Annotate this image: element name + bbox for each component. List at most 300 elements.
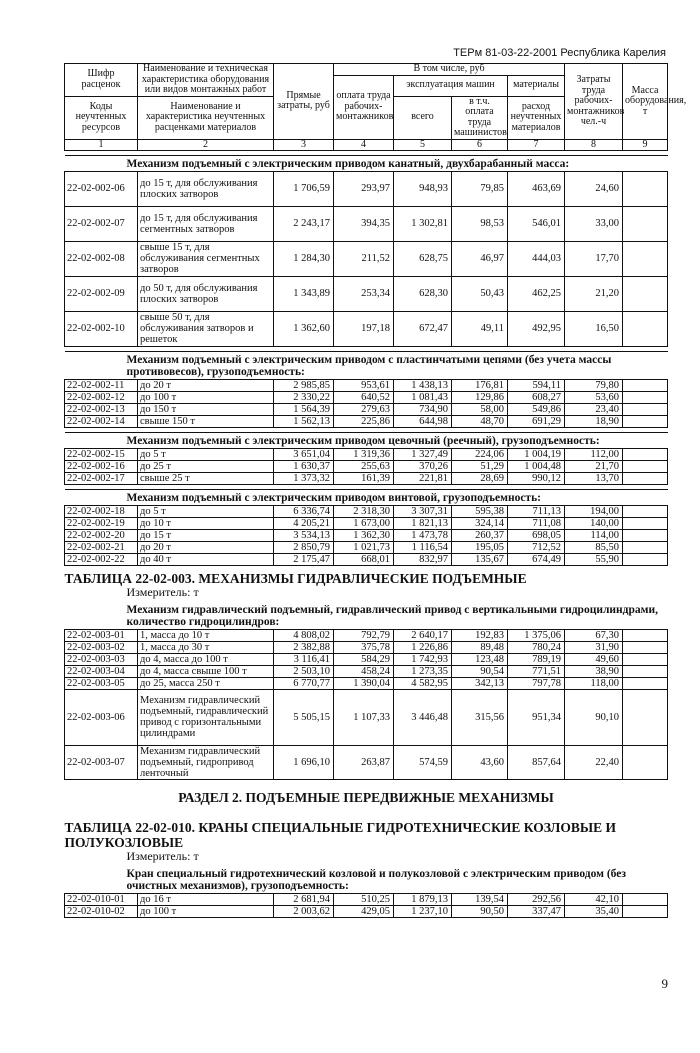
table-body	[65, 150, 668, 917]
rate-name: до 20 т	[138, 379, 274, 391]
rate-code: 22-02-010-01	[65, 893, 138, 905]
value-cell: 43,60	[452, 745, 508, 779]
measure-unit-text: Измеритель: т	[126, 584, 199, 599]
value-cell: 13,70	[565, 472, 623, 484]
value-cell: 139,54	[452, 893, 508, 905]
section-title	[65, 432, 668, 448]
value-cell: 255,63	[334, 460, 394, 472]
value-cell: 2 175,47	[274, 553, 334, 565]
value-cell: 42,10	[565, 893, 623, 905]
value-cell: 1 081,43	[394, 391, 452, 403]
header-zatraty: Затраты труда рабочих-монтажников чел.-ч	[565, 64, 623, 140]
value-cell: 1 375,06	[508, 629, 565, 641]
value-cell: 2 243,17	[274, 206, 334, 241]
value-cell: 225,86	[334, 415, 394, 427]
value-cell: 734,90	[394, 403, 452, 415]
value-cell: 112,00	[565, 448, 623, 460]
table-row	[65, 241, 668, 276]
value-cell: 55,90	[565, 553, 623, 565]
value-cell: 35,40	[565, 905, 623, 917]
header-naim-bottom: Наименование и характеристика неучтенных расценками материалов	[138, 96, 274, 139]
table-row	[65, 505, 668, 517]
table-row	[65, 206, 668, 241]
value-cell	[623, 415, 668, 427]
rate-code: 22-02-002-12	[65, 391, 138, 403]
table-row	[65, 665, 668, 677]
rate-code: 22-02-003-03	[65, 653, 138, 665]
value-cell: 28,69	[452, 472, 508, 484]
value-cell	[623, 460, 668, 472]
table-row	[65, 689, 668, 745]
value-cell: 549,86	[508, 403, 565, 415]
table-title	[65, 565, 668, 586]
rate-name: свыше 15 т, для обслуживания сегментных затворов	[138, 241, 274, 276]
section-title-text: Механизм подъемный с электрическим приводом с пластинчатыми цепями (без учета массы противовесов), грузоподъемность:	[65, 351, 668, 379]
value-cell	[623, 206, 668, 241]
value-cell: 463,69	[508, 171, 565, 206]
value-cell: 293,97	[334, 171, 394, 206]
value-cell: 90,10	[565, 689, 623, 745]
header-shifr: Шифр расценок	[65, 64, 138, 97]
price-table	[64, 63, 687, 918]
value-cell: 31,90	[565, 641, 623, 653]
section-title-text: Кран специальный гидротехнический козловой и полукозловой с электрическим приводом (без очистных механизмов), грузоподъемность:	[65, 866, 668, 894]
value-cell: 24,60	[565, 171, 623, 206]
value-cell: 1 673,00	[334, 517, 394, 529]
value-cell: 140,00	[565, 517, 623, 529]
column-number: 4	[334, 139, 394, 150]
table-row	[65, 677, 668, 689]
value-cell	[623, 517, 668, 529]
value-cell: 1 373,32	[274, 472, 334, 484]
header-naim-top: Наименование и техническая характеристика оборудования или видов монтажных работ	[138, 64, 274, 97]
value-cell	[623, 171, 668, 206]
value-cell: 857,64	[508, 745, 565, 779]
rate-code: 22-02-002-18	[65, 505, 138, 517]
value-cell: 51,29	[452, 460, 508, 472]
value-cell: 279,63	[334, 403, 394, 415]
value-cell: 67,30	[565, 629, 623, 641]
header-rashod: расход неучтенных материалов	[508, 96, 565, 139]
value-cell: 1 473,78	[394, 529, 452, 541]
column-number: 2	[138, 139, 274, 150]
value-cell: 135,67	[452, 553, 508, 565]
section-title-text: Механизм гидравлический подъемный, гидравлический привод с вертикальными гидроцилиндрами, количество гидроцилиндров:	[65, 602, 668, 630]
value-cell: 1 343,89	[274, 276, 334, 311]
value-cell: 832,97	[394, 553, 452, 565]
value-cell: 197,18	[334, 311, 394, 346]
rate-code: 22-02-002-10	[65, 311, 138, 346]
table-row	[65, 472, 668, 484]
column-number: 3	[274, 139, 334, 150]
value-cell	[623, 745, 668, 779]
value-cell: 5 505,15	[274, 689, 334, 745]
value-cell: 23,40	[565, 403, 623, 415]
table-title-text: ТАБЛИЦА 22-02-010. КРАНЫ СПЕЦИАЛЬНЫЕ ГИДРОТЕХНИЧЕСКИЕ КОЗЛОВЫЕ И ПОЛУКОЗЛОВЫЕ	[64, 819, 616, 850]
rate-code: 22-02-002-17	[65, 472, 138, 484]
value-cell	[623, 472, 668, 484]
value-cell: 2 850,79	[274, 541, 334, 553]
table-row	[65, 905, 668, 917]
value-cell: 89,48	[452, 641, 508, 653]
measure-unit-text: Измеритель: т	[126, 848, 199, 863]
rate-name: до 10 т	[138, 517, 274, 529]
section-title	[65, 489, 668, 505]
value-cell: 337,47	[508, 905, 565, 917]
rate-code: 22-02-002-11	[65, 379, 138, 391]
header-vsego: всего	[394, 96, 452, 139]
header-vtom: В том числе, руб	[334, 64, 565, 76]
rate-name: до 40 т	[138, 553, 274, 565]
value-cell: 2 985,85	[274, 379, 334, 391]
value-cell	[623, 379, 668, 391]
value-cell: 712,52	[508, 541, 565, 553]
value-cell: 195,05	[452, 541, 508, 553]
value-cell: 292,56	[508, 893, 565, 905]
value-cell	[623, 241, 668, 276]
section-title-text: Механизм подъемный с электрическим приводом канатный, двухбарабанный масса:	[65, 155, 668, 171]
value-cell: 22,40	[565, 745, 623, 779]
value-cell	[623, 448, 668, 460]
value-cell: 2 318,30	[334, 505, 394, 517]
rate-code: 22-02-002-15	[65, 448, 138, 460]
table-row	[65, 745, 668, 779]
value-cell: 2 640,17	[394, 629, 452, 641]
rate-code: 22-02-003-01	[65, 629, 138, 641]
value-cell: 342,13	[452, 677, 508, 689]
value-cell: 49,60	[565, 653, 623, 665]
value-cell: 18,90	[565, 415, 623, 427]
value-cell: 79,80	[565, 379, 623, 391]
rate-name: до 15 т, для обслуживания плоских затворов	[138, 171, 274, 206]
value-cell: 221,81	[394, 472, 452, 484]
header-ekspl: эксплуатация машин	[394, 75, 508, 96]
value-cell: 194,00	[565, 505, 623, 517]
value-cell: 2 681,94	[274, 893, 334, 905]
value-cell: 698,05	[508, 529, 565, 541]
value-cell: 211,52	[334, 241, 394, 276]
rate-name: до 16 т	[138, 893, 274, 905]
value-cell: 608,27	[508, 391, 565, 403]
table-title-text: ТАБЛИЦА 22-02-003. МЕХАНИЗМЫ ГИДРАВЛИЧЕСКИЕ ПОДЪЕМНЫЕ	[64, 570, 527, 586]
value-cell: 429,05	[334, 905, 394, 917]
value-cell: 510,25	[334, 893, 394, 905]
value-cell: 260,37	[452, 529, 508, 541]
rate-code: 22-02-002-13	[65, 403, 138, 415]
rate-name: до 50 т, для обслуживания плоских затворов	[138, 276, 274, 311]
value-cell: 90,54	[452, 665, 508, 677]
value-cell: 1 237,10	[394, 905, 452, 917]
value-cell	[623, 689, 668, 745]
value-cell: 1 696,10	[274, 745, 334, 779]
value-cell: 16,50	[565, 311, 623, 346]
value-cell: 123,48	[452, 653, 508, 665]
value-cell: 98,53	[452, 206, 508, 241]
value-cell: 584,29	[334, 653, 394, 665]
rate-name: до 15 т	[138, 529, 274, 541]
value-cell: 1 004,19	[508, 448, 565, 460]
value-cell: 129,86	[452, 391, 508, 403]
value-cell: 90,50	[452, 905, 508, 917]
table-row	[65, 629, 668, 641]
value-cell: 263,87	[334, 745, 394, 779]
value-cell: 3 446,48	[394, 689, 452, 745]
value-cell: 253,34	[334, 276, 394, 311]
rate-code: 22-02-003-02	[65, 641, 138, 653]
value-cell: 1 273,35	[394, 665, 452, 677]
measure-unit	[65, 586, 668, 602]
value-cell: 161,39	[334, 472, 394, 484]
column-number: 6	[452, 139, 508, 150]
value-cell: 458,24	[334, 665, 394, 677]
rate-name: Механизм гидравлический подъемный, гидравлический привод с горизонтальными цилиндрами	[138, 689, 274, 745]
rate-name: свыше 50 т, для обслуживания затворов и решеток	[138, 311, 274, 346]
section-title	[65, 866, 668, 894]
value-cell: 668,01	[334, 553, 394, 565]
value-cell: 1 327,49	[394, 448, 452, 460]
value-cell: 176,81	[452, 379, 508, 391]
value-cell: 2 503,10	[274, 665, 334, 677]
rate-code: 22-02-002-09	[65, 276, 138, 311]
value-cell: 118,00	[565, 677, 623, 689]
value-cell: 33,00	[565, 206, 623, 241]
value-cell: 628,30	[394, 276, 452, 311]
value-cell: 780,24	[508, 641, 565, 653]
table-row	[65, 893, 668, 905]
rate-name: до 4, масса до 100 т	[138, 653, 274, 665]
value-cell: 462,25	[508, 276, 565, 311]
value-cell: 1 226,86	[394, 641, 452, 653]
value-cell: 324,14	[452, 517, 508, 529]
rate-code: 22-02-003-05	[65, 677, 138, 689]
rate-name: до 100 т	[138, 905, 274, 917]
value-cell: 640,52	[334, 391, 394, 403]
value-cell	[623, 311, 668, 346]
value-cell	[623, 677, 668, 689]
value-cell: 58,00	[452, 403, 508, 415]
value-cell: 1 021,73	[334, 541, 394, 553]
section-title	[65, 155, 668, 171]
rate-name: 1, масса до 10 т	[138, 629, 274, 641]
value-cell: 79,85	[452, 171, 508, 206]
section-title-text: Механизм подъемный с электрическим приводом цевочный (реечный), грузоподъемность:	[65, 432, 668, 448]
value-cell: 3 307,31	[394, 505, 452, 517]
value-cell: 1 004,48	[508, 460, 565, 472]
value-cell: 1 362,60	[274, 311, 334, 346]
rate-name: до 25 т	[138, 460, 274, 472]
value-cell: 6 336,74	[274, 505, 334, 517]
value-cell: 644,98	[394, 415, 452, 427]
table-row	[65, 391, 668, 403]
section-title-text: Механизм подъемный с электрическим приводом винтовой, грузоподъемность:	[65, 489, 668, 505]
value-cell	[623, 529, 668, 541]
rate-code: 22-02-002-22	[65, 553, 138, 565]
table-row	[65, 379, 668, 391]
rate-code: 22-02-003-06	[65, 689, 138, 745]
table-row	[65, 448, 668, 460]
value-cell: 1 562,13	[274, 415, 334, 427]
column-numbers-row	[65, 139, 668, 150]
table-row	[65, 517, 668, 529]
value-cell: 375,78	[334, 641, 394, 653]
value-cell	[623, 553, 668, 565]
rate-code: 22-02-002-16	[65, 460, 138, 472]
value-cell: 1 319,36	[334, 448, 394, 460]
value-cell: 85,50	[565, 541, 623, 553]
column-number: 7	[508, 139, 565, 150]
value-cell: 1 879,13	[394, 893, 452, 905]
header-pryamye: Прямые затраты, руб	[274, 64, 334, 140]
table-row	[65, 653, 668, 665]
table-row	[65, 171, 668, 206]
value-cell: 1 742,93	[394, 653, 452, 665]
section-title	[65, 602, 668, 630]
value-cell: 771,51	[508, 665, 565, 677]
value-cell: 672,47	[394, 311, 452, 346]
value-cell: 4 582,95	[394, 677, 452, 689]
rate-name: до 5 т	[138, 505, 274, 517]
header-oplata: оплата труда рабочих-монтажников	[334, 75, 394, 139]
value-cell: 224,06	[452, 448, 508, 460]
table-title	[65, 815, 668, 850]
rate-name: до 150 т	[138, 403, 274, 415]
rate-name: 1, масса до 30 т	[138, 641, 274, 653]
value-cell	[623, 505, 668, 517]
table-header	[65, 63, 687, 151]
value-cell: 711,08	[508, 517, 565, 529]
rate-name: свыше 150 т	[138, 415, 274, 427]
rate-code: 22-02-002-06	[65, 171, 138, 206]
value-cell: 444,03	[508, 241, 565, 276]
header-materialy: материалы	[508, 75, 565, 96]
value-cell: 17,70	[565, 241, 623, 276]
column-number: 5	[394, 139, 452, 150]
value-cell: 50,43	[452, 276, 508, 311]
value-cell	[623, 541, 668, 553]
table-row	[65, 460, 668, 472]
value-cell	[623, 391, 668, 403]
value-cell: 114,00	[565, 529, 623, 541]
value-cell: 595,38	[452, 505, 508, 517]
value-cell: 574,59	[394, 745, 452, 779]
value-cell: 48,70	[452, 415, 508, 427]
value-cell: 1 116,54	[394, 541, 452, 553]
value-cell: 192,83	[452, 629, 508, 641]
value-cell: 1 107,33	[334, 689, 394, 745]
section-heading-text: РАЗДЕЛ 2. ПОДЪЕМНЫЕ ПЕРЕДВИЖНЫЕ МЕХАНИЗМЫ	[178, 789, 554, 805]
column-number: 9	[623, 139, 668, 150]
value-cell: 990,12	[508, 472, 565, 484]
value-cell: 797,78	[508, 677, 565, 689]
value-cell: 492,95	[508, 311, 565, 346]
column-number: 8	[565, 139, 623, 150]
table-row	[65, 553, 668, 565]
value-cell: 1 564,39	[274, 403, 334, 415]
table-row	[65, 529, 668, 541]
section-title	[65, 351, 668, 379]
value-cell	[623, 893, 668, 905]
value-cell	[623, 629, 668, 641]
value-cell: 546,01	[508, 206, 565, 241]
value-cell: 1 362,30	[334, 529, 394, 541]
value-cell: 594,11	[508, 379, 565, 391]
value-cell	[623, 905, 668, 917]
measure-unit	[65, 850, 668, 866]
value-cell: 711,13	[508, 505, 565, 517]
table-row	[65, 641, 668, 653]
value-cell: 1 438,13	[394, 379, 452, 391]
table-row	[65, 541, 668, 553]
rate-code: 22-02-010-02	[65, 905, 138, 917]
rate-name: до 20 т	[138, 541, 274, 553]
rate-name: до 100 т	[138, 391, 274, 403]
price-table-sheet	[64, 63, 687, 918]
value-cell	[623, 665, 668, 677]
value-cell: 46,97	[452, 241, 508, 276]
rate-name: Механизм гидравлический подъемный, гидропривод ленточный	[138, 745, 274, 779]
value-cell: 1 390,04	[334, 677, 394, 689]
value-cell: 2 003,62	[274, 905, 334, 917]
value-cell: 315,56	[452, 689, 508, 745]
rate-code: 22-02-002-14	[65, 415, 138, 427]
column-number: 1	[65, 139, 138, 150]
value-cell: 53,60	[565, 391, 623, 403]
header-massa: Масса оборудования, т	[623, 64, 668, 140]
value-cell: 948,93	[394, 171, 452, 206]
page-number: 9	[661, 976, 668, 991]
value-cell: 628,75	[394, 241, 452, 276]
value-cell	[623, 403, 668, 415]
value-cell: 21,20	[565, 276, 623, 311]
value-cell: 1 821,13	[394, 517, 452, 529]
rate-name: до 15 т, для обслуживания сегментных затворов	[138, 206, 274, 241]
value-cell	[623, 641, 668, 653]
value-cell: 21,70	[565, 460, 623, 472]
rate-code: 22-02-002-08	[65, 241, 138, 276]
rate-code: 22-02-003-07	[65, 745, 138, 779]
value-cell: 370,26	[394, 460, 452, 472]
value-cell: 2 382,88	[274, 641, 334, 653]
table-row	[65, 276, 668, 311]
header-kody: Коды неучтенных ресурсов	[65, 96, 138, 139]
value-cell: 4 205,21	[274, 517, 334, 529]
value-cell	[623, 653, 668, 665]
value-cell: 1 302,81	[394, 206, 452, 241]
header-vtch: в т.ч. оплата труда машинистов	[452, 96, 508, 139]
value-cell: 789,19	[508, 653, 565, 665]
rate-name: до 4, масса свыше 100 т	[138, 665, 274, 677]
value-cell: 38,90	[565, 665, 623, 677]
value-cell: 3 116,41	[274, 653, 334, 665]
value-cell: 6 770,77	[274, 677, 334, 689]
rate-code: 22-02-003-04	[65, 665, 138, 677]
value-cell: 1 706,59	[274, 171, 334, 206]
value-cell: 1 630,37	[274, 460, 334, 472]
value-cell: 3 534,13	[274, 529, 334, 541]
value-cell: 4 808,02	[274, 629, 334, 641]
rate-name: свыше 25 т	[138, 472, 274, 484]
value-cell	[623, 276, 668, 311]
value-cell: 792,79	[334, 629, 394, 641]
table-row	[65, 403, 668, 415]
document-header: ТЕРм 81-03-22-2001 Республика Карелия	[453, 47, 666, 59]
rate-code: 22-02-002-20	[65, 529, 138, 541]
section-heading	[65, 779, 668, 815]
table-row	[65, 415, 668, 427]
rate-code: 22-02-002-19	[65, 517, 138, 529]
value-cell: 1 284,30	[274, 241, 334, 276]
rate-name: до 25, масса 250 т	[138, 677, 274, 689]
